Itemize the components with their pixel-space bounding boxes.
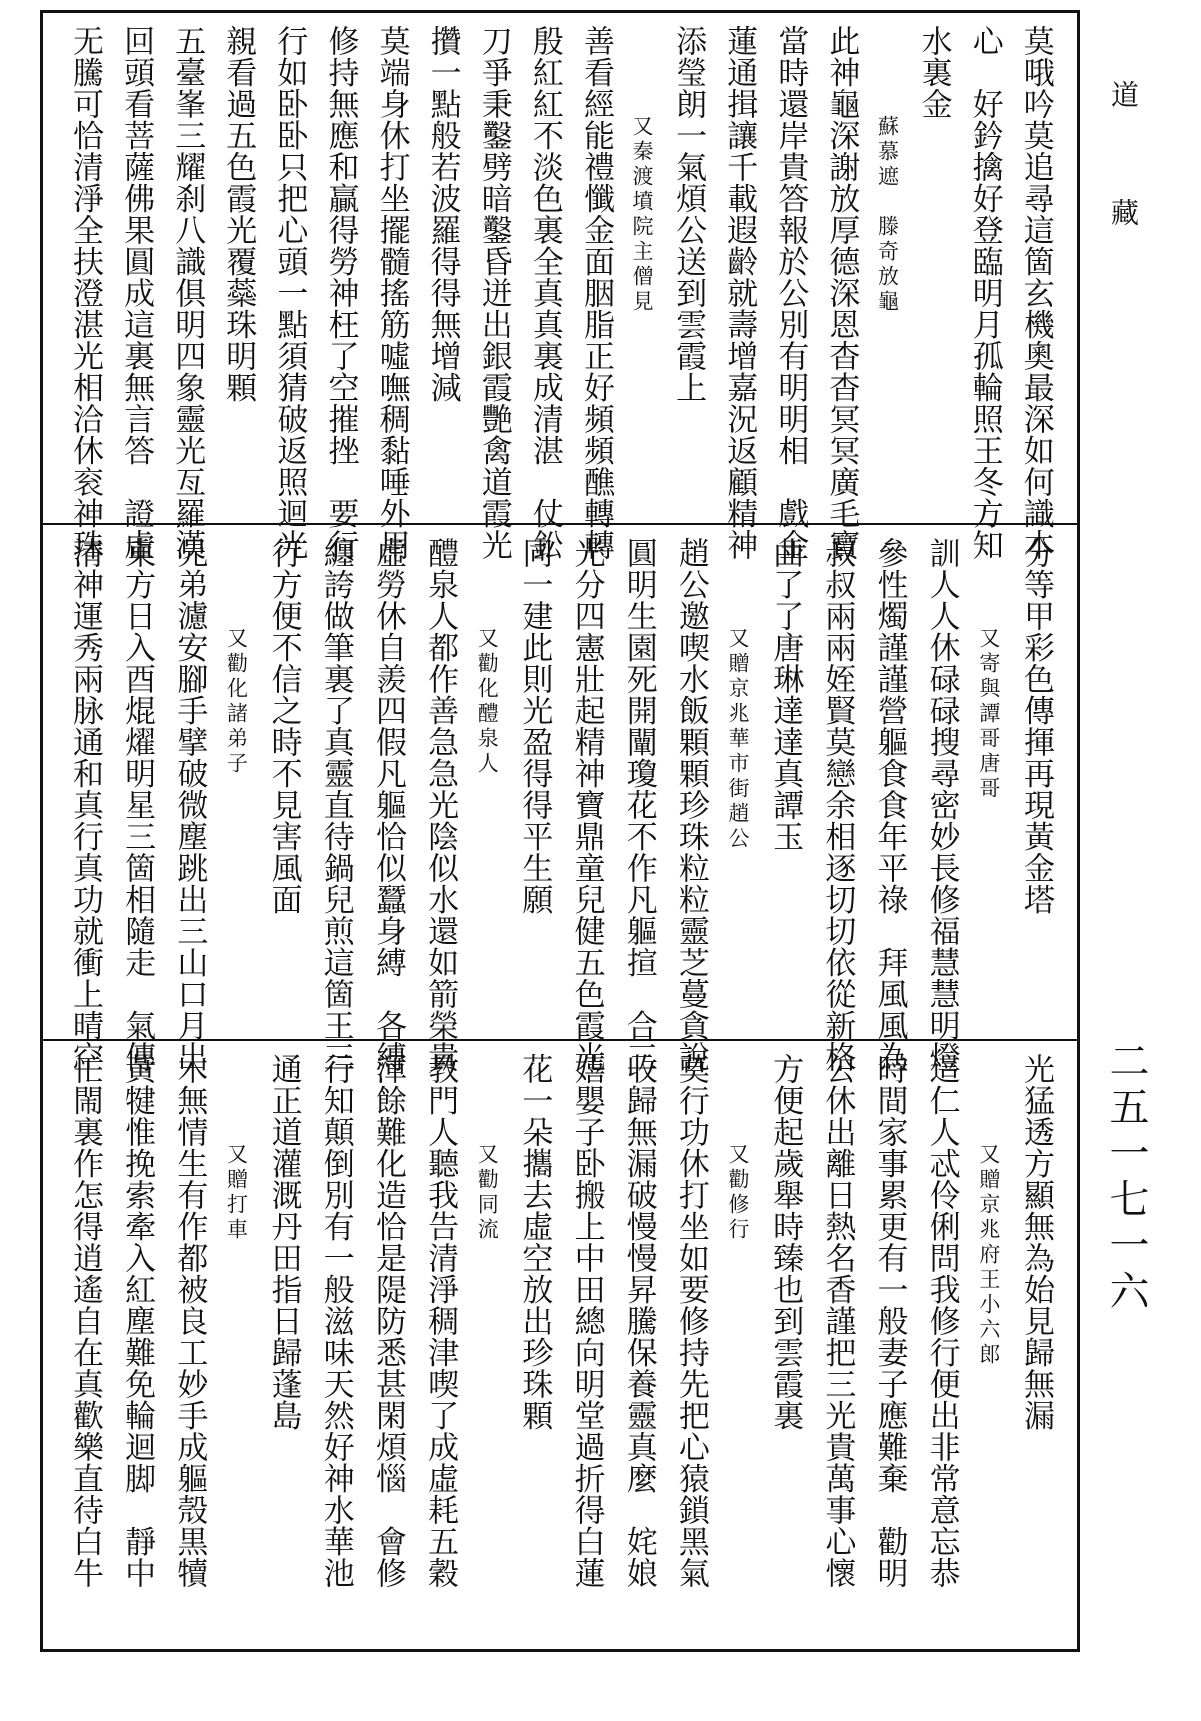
text-panel-middle [43, 525, 1077, 1073]
text-column: 行方便不信之時不見害風面 [265, 537, 302, 915]
poem-heading: 蘇慕遮 滕奇放龜 [875, 115, 900, 315]
text-column: 當時還岸貴答報於公別有明明相 戲金 [772, 25, 809, 561]
text-column: 參性燭謹謹營軀食食年平祿 拜風風為 [871, 537, 908, 1073]
text-panel-top [43, 13, 1077, 561]
text-column: 莫端身休打坐擺髓搖筋噓嘸稠黏唾外用 [373, 25, 410, 561]
text-column: 水裏金 [915, 25, 952, 120]
text-column: 此神龜深謝放厚德深恩杳杳冥冥廣毛寶 [823, 25, 860, 561]
text-column: 善看經能禮懺金面胭脂正好頻頻醮轉轉 [577, 25, 614, 561]
text-column: 莫哦吟莫追尋這箇玄機奧最深如何識本 [1017, 25, 1054, 561]
text-column: 光分四憲壯起精神寶鼎童兒健五色霞光 [568, 537, 605, 1073]
page-number: 二五一七一六 [1103, 1040, 1149, 1316]
text-panel-bottom [43, 1041, 1077, 1641]
text-column: 趙公邀喫水飯顆顆珍珠粒粒靈芝蔓貪說 [672, 537, 709, 1073]
text-column: 光猛透方顯無為始見歸無漏 [1017, 1053, 1054, 1431]
text-column: 教門人聽我告清淨稠津喫了成虛耗五穀 [422, 1053, 459, 1589]
text-column: 收歸無漏破慢慢昇騰保養靈真麼 姹娘 [620, 1053, 657, 1589]
text-column: 修持無應和贏得勞神枉了空摧挫 要行 [322, 25, 359, 561]
text-column: 行知顛倒別有一般滋味天然好神水華池 [317, 1053, 354, 1589]
text-column: 五臺峯三耀刹八識俱明四象靈光亙羅漢 [169, 25, 206, 561]
text-column: 東方日入酉焜燿明星三箇相隨走 氣傳 [119, 537, 156, 1073]
text-column: 添瑩朗一氣煩公送到雲霞上 [670, 25, 707, 403]
text-column: 攢一點般若波羅得得無增減 [424, 25, 461, 403]
poem-heading: 又勸修行 [726, 1143, 751, 1243]
text-column: 兄弟濾安腳手擘破微塵跳出三山口月出 [171, 537, 208, 1073]
margin-title: 道藏 [1107, 80, 1140, 316]
text-column: 无騰可恰清淨全扶澄湛光相洽休衮神珠 [67, 25, 103, 561]
text-column: 渾餘難化造恰是隄防悉甚閑煩惱 會修 [369, 1053, 406, 1589]
text-column: 時間家事累更有一般妻子應難棄 勸明 [871, 1053, 908, 1589]
text-column: 刀爭秉鑿劈暗鑿昏迸出銀霞艷禽道霞光 [475, 25, 512, 561]
text-column: 圓明生園死開闡瓊花不作凡軀揎 合三 [620, 537, 657, 1073]
text-column: 行如卧卧只把心頭一點須猜破返照迴光 [271, 25, 308, 561]
text-column: 花一朵攜去虛空放出珍珠顆 [516, 1053, 553, 1431]
text-column: 訓人人休碌碌搜尋密妙長修福慧慧明燈 [923, 537, 960, 1073]
poem-heading: 又寄與譚哥唐哥 [976, 627, 1001, 802]
text-column: 回頭看菩薩佛果圓成這裏無言答 證虛 [118, 25, 155, 561]
poem-heading: 又勸同流 [475, 1143, 500, 1243]
poem-heading: 又贈京兆府王小六郎 [976, 1143, 1001, 1368]
text-column: 方便起歲舉時臻也到雲霞裏 [767, 1053, 804, 1431]
text-column: 分等甲彩色傳揮再現黃金塔 [1017, 537, 1054, 915]
page-frame [40, 10, 1080, 1652]
poem-heading: 又勸化醴泉人 [475, 627, 500, 777]
text-column: 親看過五色霞光覆蘂珠明顆 [220, 25, 257, 403]
text-column: 莫行功休打坐如要修持先把心猿鎖黑氣 [672, 1053, 709, 1589]
poem-heading: 又贈京兆華市街趙公 [726, 627, 751, 852]
text-column: 虛勞休自羨四假凡軀恰似蠶身縛 各縛 [369, 537, 406, 1073]
text-column: 忙閙裏作怎得逍遙自在真歡樂直待白牛 [67, 1053, 103, 1589]
text-column: 黃犍惟挽索牽入紅塵難免輪迴脚 靜中 [119, 1053, 156, 1589]
text-column: 醴泉人都作善急急光陰似水還如箭榮貴 [422, 537, 459, 1073]
poem-heading: 又勸化諸弟子 [224, 627, 249, 777]
text-column: 蓮通揖讓千載遐齡就壽增嘉況返顧精神 [721, 25, 758, 561]
text-column: 曲了了唐琳達達真譚玉 [767, 537, 804, 852]
text-column: 公休出離日熱名香謹把三光貴萬事心懷 [819, 1053, 856, 1589]
text-column: 叔叔兩兩姪賢莫戀余相逐切切依從新格 [819, 537, 856, 1073]
text-column: 嬉嬰子卧搬上中田總向明堂過折得白蓮 [568, 1053, 605, 1589]
text-column: 心 好鈐擒好登臨明月孤輪照王冬方知 [966, 25, 1003, 561]
text-column: 這仁人忒伶俐問我修行便出非常意忘恭 [923, 1053, 960, 1589]
text-column: 同一建此則光盈得得平生願 [516, 537, 553, 915]
text-column: 木無情生有作都被良工妙手成軀殼黒犢 [171, 1053, 208, 1589]
text-column: 纏誇做筆裏了真靈直待鍋兒煎這箇王三 [317, 537, 354, 1073]
text-column: 清神運秀兩脉通和真行真功就衝上晴空 [67, 537, 103, 1073]
poem-heading: 又贈打車 [224, 1143, 249, 1243]
poem-heading: 又秦渡墳院主僧見 [630, 115, 655, 315]
text-column: 殷紅紅不淡色裏全真真裏成清湛 仗鈆 [526, 25, 563, 561]
text-column: 通正道灌溉丹田指日歸蓬島 [265, 1053, 302, 1431]
